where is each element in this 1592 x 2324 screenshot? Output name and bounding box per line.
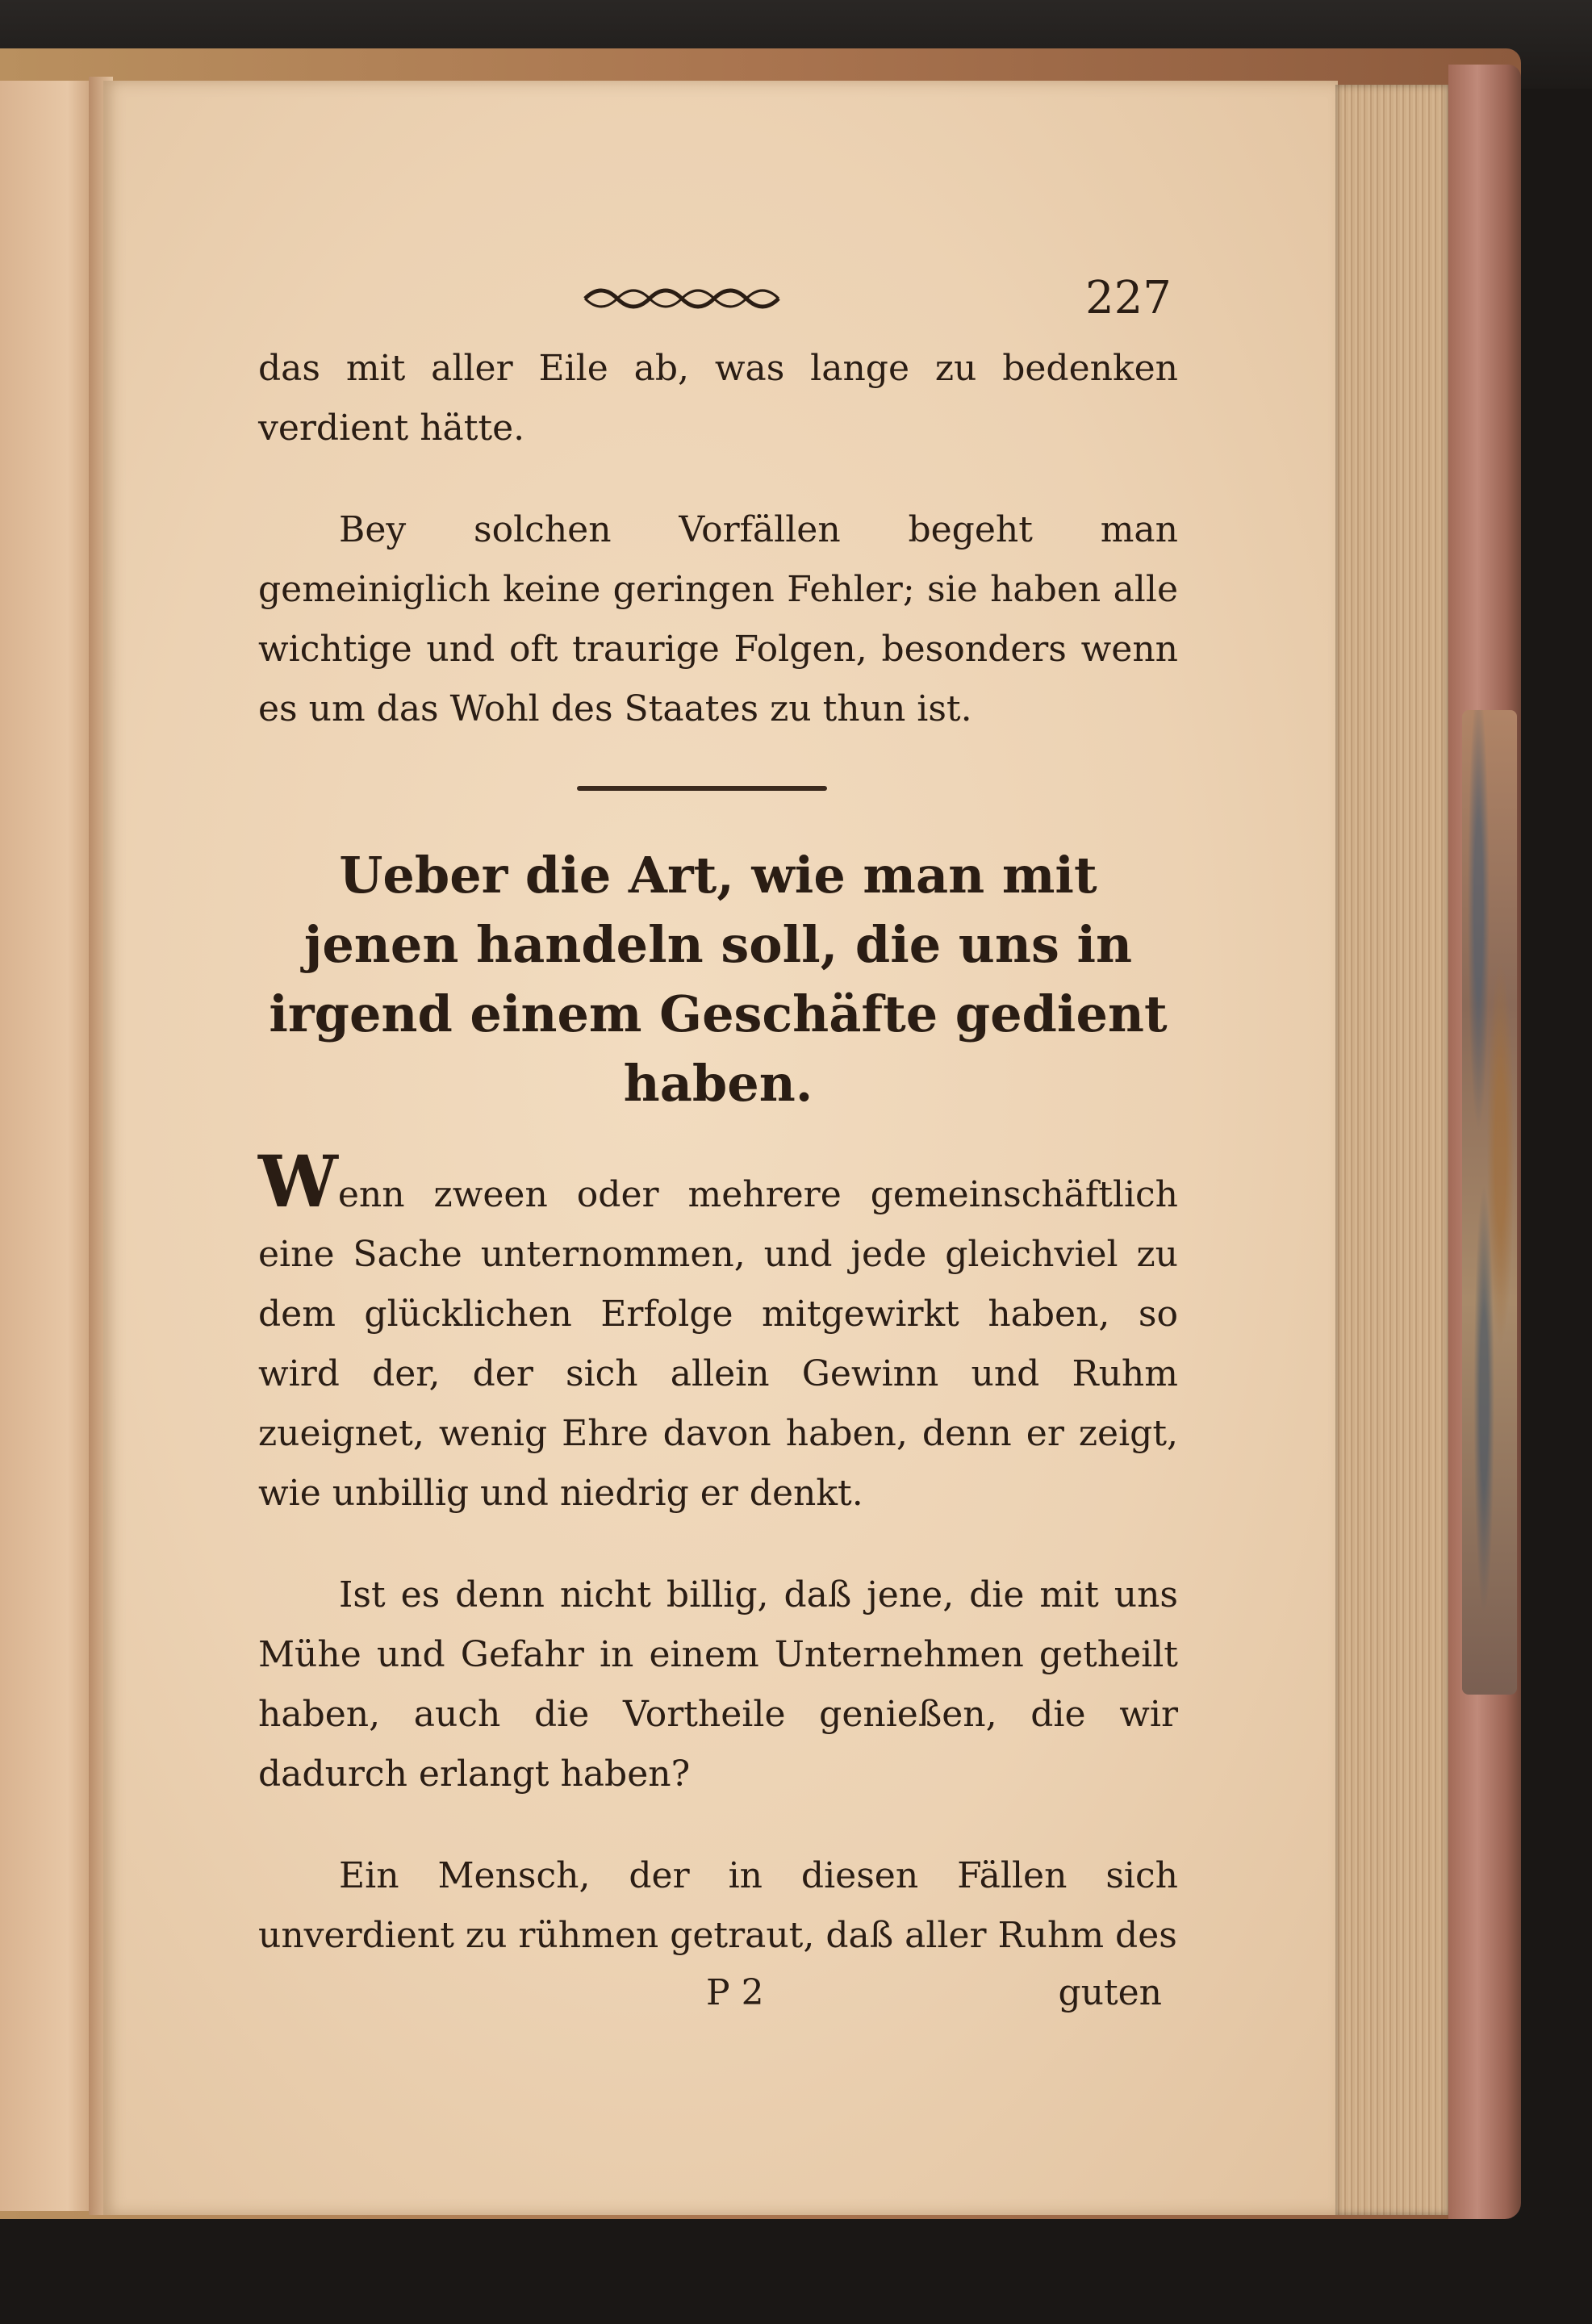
section-heading: Ueber die Art, wie man mit jenen handeln soll, die uns in irgend einem Geschäfte gedient haben. xyxy=(269,846,1168,1113)
page-header xyxy=(258,274,1178,339)
paragraph: Bey solchen Vorfällen begeht man gemeiniglich keine geringen Fehler; sie haben alle wichtige und oft traurige Folgen, besonders wenn es um das Wohl des Staates zu thun ist. xyxy=(258,509,1178,729)
page-text xyxy=(258,274,1178,2029)
page-footer xyxy=(258,1972,1178,2029)
paragraph: Ist es denn nicht billig, daß jene, die mit uns Mühe und Gefahr in einem Unternehmen getheilt haben, auch die Vortheile genießen, die wir dadurch erlangt haben? xyxy=(258,1574,1178,1795)
section-divider xyxy=(577,786,827,791)
ornament-icon xyxy=(577,274,787,323)
section-first-paragraph xyxy=(258,1139,1178,1524)
paragraph-continued: das mit aller Eile ab, was lange zu bedenken verdient hätte. xyxy=(258,348,1178,449)
dropcap: W xyxy=(258,1139,338,1223)
page-fore-edge xyxy=(1335,85,1448,2215)
left-page-edge xyxy=(0,81,97,2211)
paragraph: Ein Mensch, der in diesen Fällen sich unverdient zu rühmen getraut, daß aller Ruhm des xyxy=(258,1855,1178,1956)
signature-mark: P 2 xyxy=(706,1972,764,2013)
page-number: 227 xyxy=(1085,272,1172,324)
catchword: guten xyxy=(1058,1972,1162,2013)
first-paragraph-text: enn zween oder mehrere gemeinschäftlich eine Sache unternommen, und jede gleichviel zu dem glücklichen Erfolge mitgewirkt haben, so wird der, der sich allein Gewinn und Ruhm zueignet, wenig Ehre davon haben, denn er zeigt, wie unbillig und niedrig er denkt. xyxy=(258,1174,1178,1514)
marbled-cover-icon xyxy=(1462,710,1517,1695)
